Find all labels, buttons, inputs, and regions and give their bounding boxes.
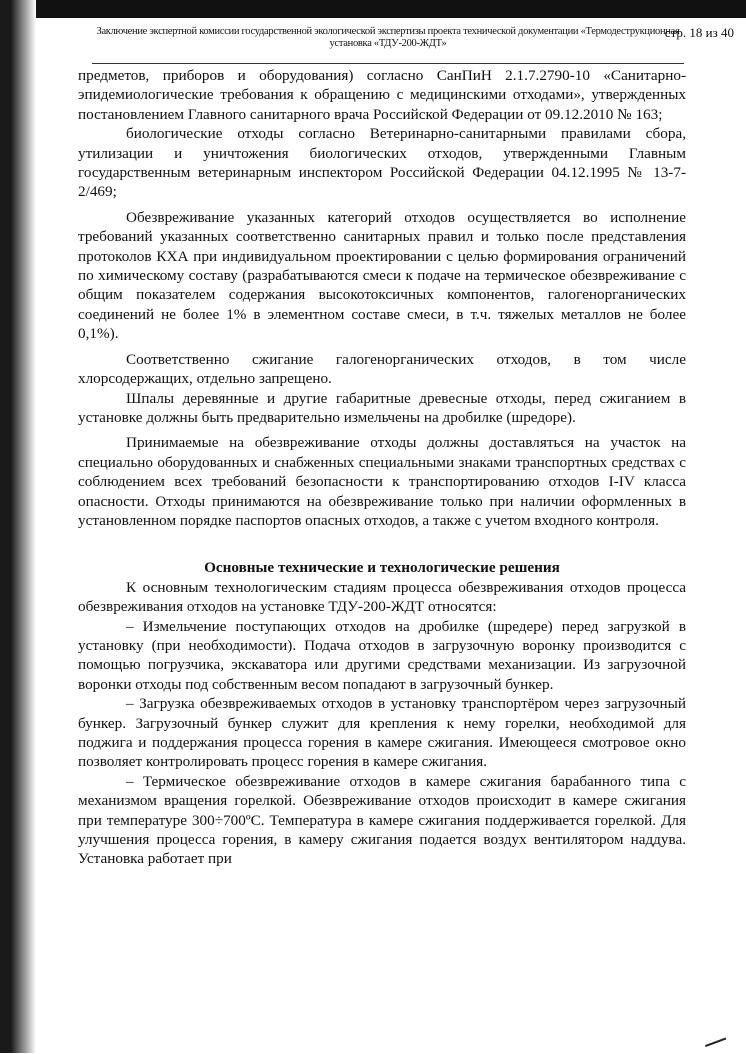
scan-top-border bbox=[36, 0, 746, 18]
header-divider bbox=[92, 63, 684, 64]
paragraph-6: Принимаемые на обезвреживание отходы должны доставляться на участок на специально оборудованных и снабженных специальными знаками транспортных средствах с соблюдением всех требований безопасности к транспортированию отходов I-IV класса опасности. Отходы принимаются на обезвреживание только при наличии оформленных в установленном порядке паспортов опасных отходов, а также с учетом входного контроля. bbox=[78, 434, 686, 529]
paragraph-1: предметов, приборов и оборудования) согласно СанПиН 2.1.7.2790-10 «Санитарно-эпидемиологические требования к обращению с медицинскими отходами», утвержденных постановлением Главного санитарного врача Российской Федерации от 09.12.2010 № 163; bbox=[78, 67, 686, 123]
document-body bbox=[78, 66, 686, 869]
section-title: Основные технические и технологические решения bbox=[204, 559, 560, 577]
scan-edge-shadow bbox=[0, 0, 36, 1053]
paragraph-5: Шпалы деревянные и другие габаритные древесные отходы, перед сжиганием в установке должны быть предварительно измельчены на дробилке (шредоре). bbox=[78, 389, 686, 426]
page-number: стр. 18 из 40 bbox=[664, 25, 734, 40]
section-paragraph-4: – Термическое обезвреживание отходов в камере сжигания барабанного типа с механизмом вращения горелкой. Обезвреживание отходов происходит в камере сжигания при температуре 300÷700ºС. Температура в камере сжигания поддерживается горелкой. Для улучшения процесса горения, в камеру сжигания подается воздух вентилятором наддува. Установка работает при bbox=[78, 772, 686, 868]
header-line-1: Заключение экспертной комиссии государственной экологической экспертизы проекта технической документации «Термодеструкционная bbox=[96, 26, 680, 37]
paragraph-4: Соответственно сжигание галогенорганических отходов, в том числе хлорсодержащих, отдельно запрещено. bbox=[78, 350, 686, 388]
section-paragraph-2: – Измельчение поступающих отходов на дробилке (шредере) перед загрузкой в установку (при необходимости). Подача отходов в загрузочную воронку производится с помощью погрузчика, экскаватора или другими средствами механизации. Из загрузочной воронки отходы под собственным весом попадают в загрузочный бункер. bbox=[78, 617, 686, 693]
header-line-2: установка «ТДУ-200-ЖДТ» bbox=[329, 38, 447, 49]
running-header bbox=[92, 26, 684, 50]
scan-corner-mark bbox=[705, 1038, 729, 1054]
section-paragraph-3: – Загрузка обезвреживаемых отходов в установку транспортёром через загрузочный бункер. Загрузочный бункер служит для крепления к нему горелки, необходимой для поджига и поддержания процесса горения в камере сжигания. Имеющееся смотровое окно позволяет контролировать процесс горения в камере сжигания. bbox=[78, 695, 686, 771]
section-paragraph-1: К основным технологическим стадиям процесса обезвреживания отходов процесса обезвреживания отходов на установке ТДУ-200-ЖДТ относятся: bbox=[78, 578, 686, 616]
paragraph-3: Обезвреживание указанных категорий отходов осуществляется во исполнение требований указанных соответственно санитарных правил и только после представления протоколов КХА при индивидуальном проектировании с целью формирования ограничений по химическому составу (разрабатываются смеси к подаче на термическое обезвреживание с общим показателем содержания высокотоксичных компонентов, галогенорганических соединений не более 1% в элементном составе смеси, в т.ч. тяжелых металлов не более 0,1%). bbox=[78, 208, 686, 343]
paragraph-2: биологические отходы согласно Ветеринарно-санитарными правилами сбора, утилизации и уничтожения биологических отходов, утвержденными Главным государственным ветеринарным инспектором Российской Федерации 04.12.1995 № 13-7-2/469; bbox=[78, 125, 686, 201]
